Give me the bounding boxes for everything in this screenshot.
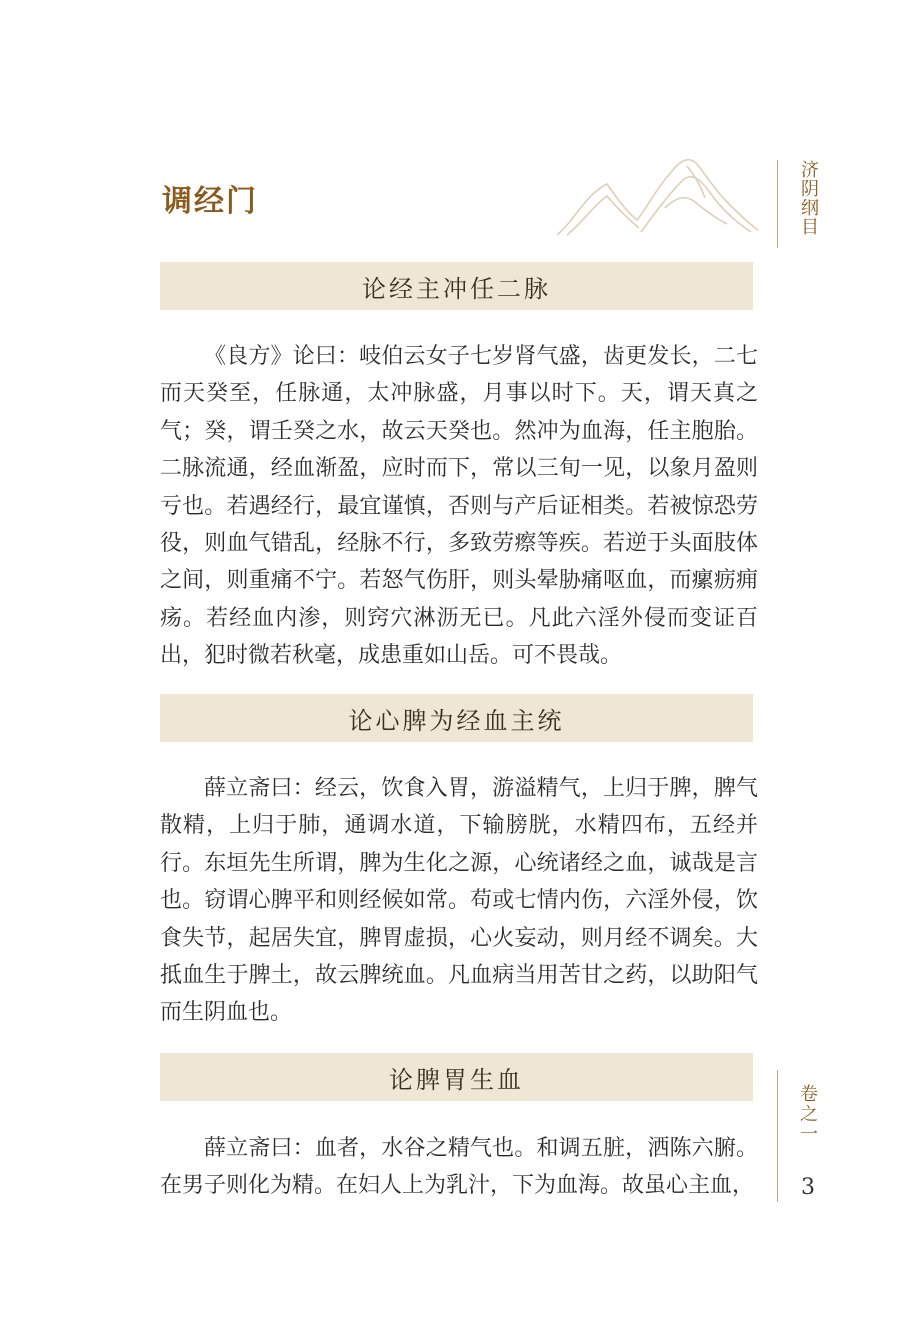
volume-label-vertical: 卷之一 [797,1084,818,1144]
section-heading-1: 论经主冲任二脉 [160,262,753,310]
page-number: 3 [801,1175,815,1200]
book-title-vertical: 济阴纲目 [798,160,819,236]
section-heading-3: 论脾胃生血 [160,1053,753,1101]
section-paragraph-3: 薛立斋曰：血者，水谷之精气也。和调五脏，洒陈六腑。在男子则化为精。在妇人上为乳汁，下为血海。故虽心主血， [160,1136,758,1199]
side-divider-top [777,160,778,248]
section-paragraph-2: 薛立斋曰：经云，饮食入胃，游溢精气，上归于脾，脾气散精，上归于肺，通调水道，下输膀胱，水精四布，五经并行。东垣先生所谓，脾为生化之源，心统诸经之血，诚哉是言也。窃谓心脾平和则经候如常。苟或七情内伤，六淫外侵，饮食失节，起居失宜，脾胃虚损，心火妄动，则月经不调矣。大抵血生于脾土，故云脾统血。凡血病当用苦甘之药，以助阳气而生阴血也。 [160,776,758,1026]
section-heading-2: 论心脾为经血主统 [160,694,753,742]
chapter-title: 调经门 [162,184,258,219]
mountain-decoration [555,150,760,240]
side-divider-bottom [777,1070,778,1202]
section-paragraph-1: 《良方》论曰：岐伯云女子七岁肾气盛，齿更发长，二七而天癸至，任脉通，太冲脉盛，月事以时下。天，谓天真之气；癸，谓壬癸之水，故云天癸也。然冲为血海，任主胞胎。二脉流通，经血渐盈，应时而下，常以三旬一见，以象月盈则亏也。若遇经行，最宜谨慎，否则与产后证相类。若被惊恐劳役，则血气错乱，经脉不行，多致劳瘵等疾。若逆于头面肢体之间，则重痛不宁。若怒气伤肝，则头晕胁痛呕血，而瘰疬痈疡。若经血内渗，则窍穴淋沥无已。凡此六淫外侵而变证百出，犯时微若秋毫，成患重如山岳。可不畏哉。 [160,344,758,669]
